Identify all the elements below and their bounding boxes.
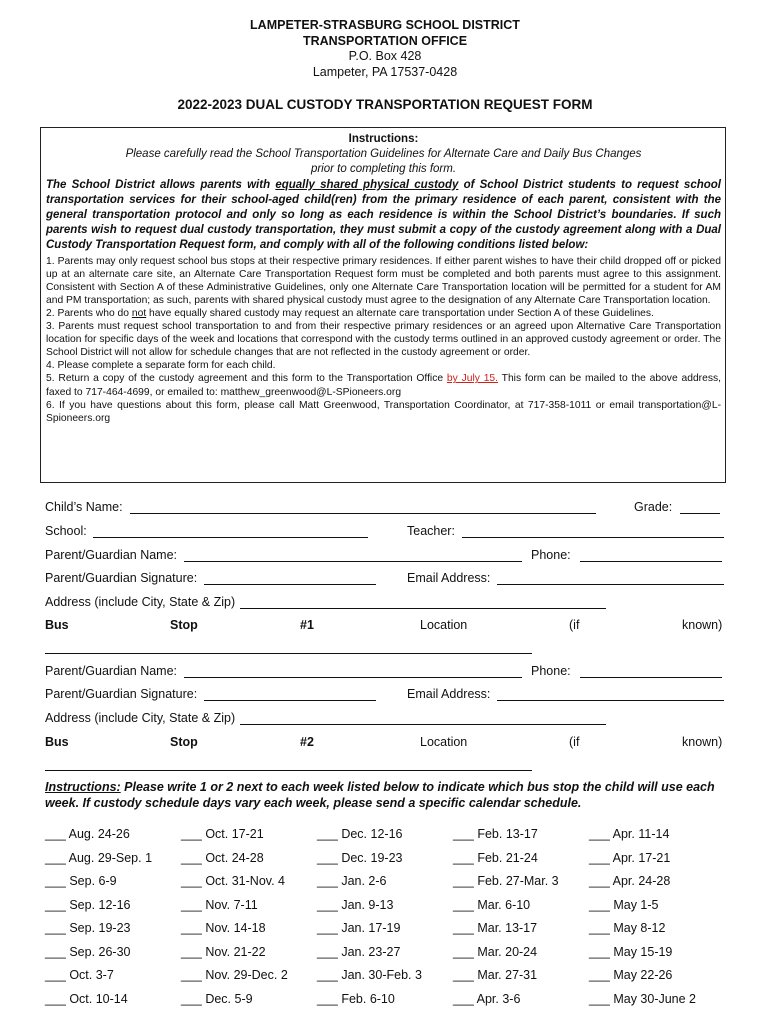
- week-entry[interactable]: ___ Apr. 24-28: [589, 874, 671, 888]
- week-entry[interactable]: ___ Sep. 12-16: [45, 897, 131, 912]
- teacher-label: Teacher:: [407, 524, 455, 538]
- policy-text-b: of School District students to request school transportation services for their school-aged child(ren) from the primary residence of each parent, consistent with the general transportation protocol and only so long as each residence is within the School District’s boundaries. If such parents wish to request dual custody transportation, they must submit a copy of the custody agreement along with a Dual Custody Transportation Request form, and comply with all of the following conditions listed below:: [46, 178, 721, 252]
- week-row: [45, 874, 735, 898]
- known-label: known): [682, 735, 723, 749]
- if-label: (if: [569, 618, 580, 632]
- stop-label: Stop: [170, 735, 198, 749]
- week-row: [45, 827, 735, 851]
- parent-2-signature-label: Parent/Guardian Signature:: [45, 687, 198, 701]
- bus-label: Bus: [45, 735, 69, 749]
- school-input[interactable]: [93, 537, 368, 538]
- week-entry[interactable]: ___ May 30-June 2: [589, 991, 697, 1006]
- week-row: [45, 851, 735, 875]
- parent-2-email-label: Email Address:: [407, 687, 491, 701]
- parent-1-address-label: Address (include City, State & Zip): [45, 595, 236, 609]
- week-entry[interactable]: ___ May 15-19: [589, 944, 673, 959]
- week-entry[interactable]: ___ Oct. 3-7: [45, 968, 114, 982]
- week-entry[interactable]: ___ Mar. 27-31: [453, 968, 538, 982]
- week-entry[interactable]: ___ Mar. 6-10: [453, 897, 531, 912]
- conditions-list: [46, 255, 721, 425]
- week-entry[interactable]: ___ Dec. 5-9: [181, 991, 253, 1006]
- week-entry[interactable]: ___ Apr. 3-6: [453, 991, 521, 1006]
- week-entry[interactable]: ___ May 8-12: [589, 921, 666, 935]
- week-entry[interactable]: ___ Sep. 26-30: [45, 944, 131, 959]
- parent-1-phone-label: Phone:: [531, 548, 571, 562]
- week-entry[interactable]: ___ Nov. 14-18: [181, 921, 266, 935]
- week-entry[interactable]: ___ May 22-26: [589, 968, 673, 982]
- policy-text-a: The School District allows parents with: [46, 178, 276, 191]
- week-row: [45, 921, 735, 945]
- teacher-input[interactable]: [462, 537, 724, 538]
- week-entry[interactable]: ___ May 1-5: [589, 897, 659, 912]
- if-label: (if: [569, 735, 580, 749]
- condition-3: 3. Parents must request school transportation to and from their respective primary residences or an agreed upon Alternative Care Transportation location for specific days of the week and locations that correspond with the custody terms outlined in an approved custody agreement or order. The School District will not allow for schedule changes that are not reflected in the custody agreement or order.: [46, 321, 721, 359]
- week-row: [45, 968, 735, 992]
- week-entry[interactable]: ___ Sep. 19-23: [45, 921, 131, 935]
- stop-number-2: #2: [300, 735, 314, 749]
- instructions-subtitle-1: Please carefully read the School Transportation Guidelines for Alternate Care and Daily Bus Changes: [125, 148, 642, 161]
- location-label: Location: [420, 618, 468, 632]
- instructions-box: [40, 127, 726, 483]
- grade-input[interactable]: [680, 513, 720, 514]
- week-schedule-grid: [45, 827, 735, 1015]
- letterhead: [0, 18, 770, 80]
- parent-1-name-label: Parent/Guardian Name:: [45, 548, 178, 562]
- week-entry[interactable]: ___ Aug. 24-26: [45, 827, 130, 841]
- week-entry[interactable]: ___ Nov. 7-11: [181, 897, 258, 912]
- week-entry[interactable]: ___ Mar. 20-24: [453, 944, 538, 959]
- week-entry[interactable]: ___ Feb. 21-24: [453, 850, 538, 865]
- condition-1: 1. Parents may only request school bus stops at their respective primary residences. If either parent wishes to have their child dropped off or picked up at an alternate care site, an Alternate Care Transportation Request form must be completed and both parents must agree to this assignment. Consistent with Section A of these Administrative Guidelines, only one Alternate Care Transportation location will be permitted for a student for AM and PM transportation; as such, parents with shared physical custody must agree to the designation of any Alternate Care Transportation location.: [46, 255, 721, 306]
- condition-2-text-b: have equally shared custody may request an alternate care transportation under Section A of these Guidelines.: [146, 308, 654, 319]
- parent-1-signature-input[interactable]: [204, 584, 376, 585]
- week-entry[interactable]: ___ Jan. 23-27: [317, 944, 401, 959]
- parent-2-name-input[interactable]: [184, 677, 522, 678]
- known-label: known): [682, 618, 723, 632]
- bus-stop-2-location-input[interactable]: [45, 770, 532, 771]
- week-entry[interactable]: ___ Jan. 2-6: [317, 874, 387, 888]
- week-entry[interactable]: ___ Feb. 13-17: [453, 827, 538, 841]
- parent-1-phone-input[interactable]: [580, 561, 722, 562]
- child-name-label: Child’s Name:: [45, 500, 123, 514]
- week-entry[interactable]: ___ Dec. 12-16: [317, 827, 403, 841]
- city-address: Lampeter, PA 17537-0428: [312, 64, 458, 79]
- parent-2-phone-label: Phone:: [531, 664, 571, 678]
- week-instructions: [45, 779, 730, 811]
- parent-2-signature-input[interactable]: [204, 700, 376, 701]
- week-entry[interactable]: ___ Feb. 27-Mar. 3: [453, 874, 559, 888]
- week-entry[interactable]: ___ Apr. 11-14: [589, 827, 670, 841]
- policy-statement: [46, 178, 721, 254]
- po-box: P.O. Box 428: [348, 49, 422, 63]
- week-entry[interactable]: ___ Oct. 24-28: [181, 850, 264, 865]
- week-row: [45, 945, 735, 969]
- week-entry[interactable]: ___ Nov. 21-22: [181, 944, 266, 959]
- office-name: TRANSPORTATION OFFICE: [302, 33, 468, 48]
- stop-number-1: #1: [300, 618, 314, 632]
- week-row: [45, 992, 735, 1016]
- instructions-subtitle-2: prior to completing this form.: [310, 163, 457, 176]
- condition-4: 4. Please complete a separate form for each child.: [46, 360, 276, 372]
- week-instructions-text: Please write 1 or 2 next to each week listed below to indicate which bus stop the child will use each week. If custody schedule days vary each week, please send a specific calendar schedule.: [45, 780, 715, 810]
- condition-5: [46, 372, 721, 398]
- parent-2-email-input[interactable]: [497, 700, 724, 701]
- parent-1-email-label: Email Address:: [407, 571, 491, 585]
- deadline-text: by July 15.: [446, 373, 499, 385]
- week-entry[interactable]: ___ Jan. 30-Feb. 3: [317, 968, 422, 982]
- instructions-title: Instructions:: [348, 133, 419, 145]
- week-entry[interactable]: ___ Aug. 29-Sep. 1: [45, 850, 153, 865]
- form-title: 2022-2023 DUAL CUSTODY TRANSPORTATION REQUEST FORM: [177, 97, 593, 112]
- parent-2-name-label: Parent/Guardian Name:: [45, 664, 178, 678]
- week-instructions-label: Instructions:: [45, 780, 121, 794]
- condition-2: [46, 307, 721, 320]
- week-row: [45, 898, 735, 922]
- policy-text-underlined: equally shared physical custody: [275, 178, 459, 191]
- parent-1-signature-label: Parent/Guardian Signature:: [45, 571, 198, 585]
- bus-label: Bus: [45, 618, 69, 632]
- week-entry[interactable]: ___ Apr. 17-21: [589, 850, 671, 865]
- condition-5-text-b: This form can be mailed to the above address, faxed to 717-464-4699, or emailed to: matthew_greenwood@L-SPioneers.org: [46, 373, 721, 398]
- week-entry[interactable]: ___ Feb. 6-10: [317, 991, 395, 1006]
- week-entry[interactable]: ___ Oct. 31-Nov. 4: [181, 874, 285, 888]
- parent-2-address-label: Address (include City, State & Zip): [45, 711, 236, 725]
- week-entry[interactable]: ___ Nov. 29-Dec. 2: [181, 968, 288, 982]
- parent-2-address-input[interactable]: [240, 724, 606, 725]
- parent-1-address-input[interactable]: [240, 608, 606, 609]
- condition-6: 6. If you have questions about this form, please call Matt Greenwood, Transportation Coordinator, at 717-358-1011 or email transportation@L-Spioneers.org: [46, 399, 721, 424]
- condition-2-underlined: not: [131, 308, 147, 319]
- bus-stop-1-location-input[interactable]: [45, 653, 532, 654]
- location-label: Location: [420, 735, 468, 749]
- condition-2-text-a: 2. Parents who do: [46, 308, 132, 319]
- grade-label: Grade:: [634, 500, 673, 514]
- child-name-input[interactable]: [130, 513, 596, 514]
- week-entry[interactable]: ___ Jan. 9-13: [317, 897, 394, 912]
- stop-label: Stop: [170, 618, 198, 632]
- district-name: LAMPETER-STRASBURG SCHOOL DISTRICT: [250, 18, 520, 32]
- parent-1-name-input[interactable]: [184, 561, 522, 562]
- week-entry[interactable]: ___ Oct. 10-14: [45, 991, 128, 1006]
- parent-1-email-input[interactable]: [497, 584, 724, 585]
- parent-2-phone-input[interactable]: [580, 677, 722, 678]
- condition-5-text-a: 5. Return a copy of the custody agreement and this form to the Transportation Office: [46, 373, 447, 385]
- week-entry[interactable]: ___ Sep. 6-9: [45, 874, 117, 888]
- week-entry[interactable]: ___ Jan. 17-19: [317, 921, 401, 935]
- week-entry[interactable]: ___ Dec. 19-23: [317, 850, 403, 865]
- week-entry[interactable]: ___ Mar. 13-17: [453, 921, 538, 935]
- week-entry[interactable]: ___ Oct. 17-21: [181, 827, 264, 841]
- school-label: School:: [45, 524, 87, 538]
